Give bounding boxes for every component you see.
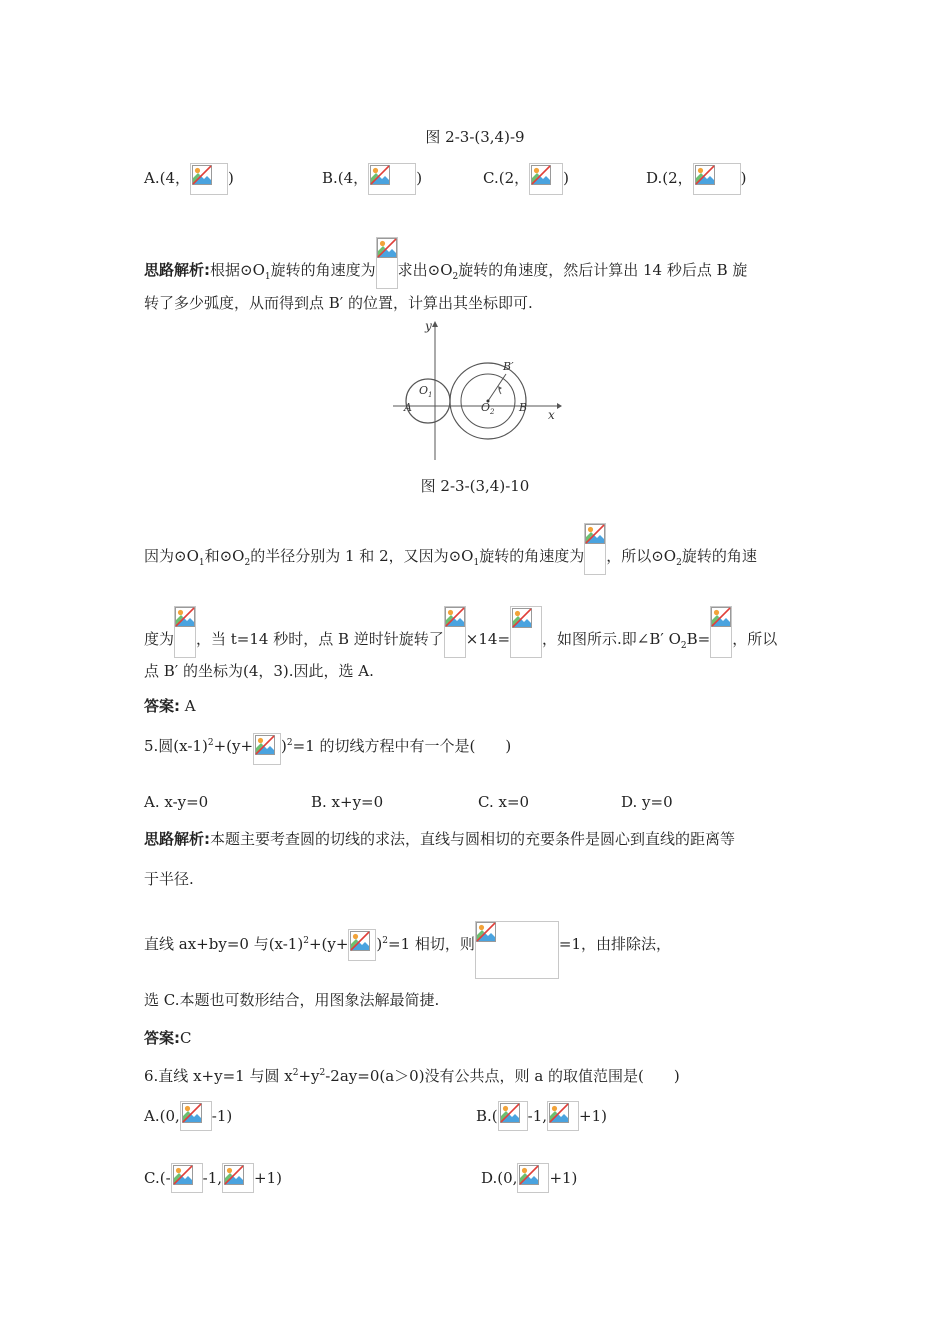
text: +1): [549, 1169, 578, 1187]
text: B.(: [476, 1107, 498, 1125]
superscript: 2: [319, 1068, 326, 1078]
text: 和⊙O: [204, 547, 245, 565]
text: ，当 t=14 秒时，点 B 逆时针旋转了: [196, 630, 444, 648]
text: 6.直线 x+y=1 与圆 x: [144, 1067, 293, 1085]
text: 直线 ax+by=0 与(x-1): [144, 935, 304, 953]
analysis-label: 思路解析:: [144, 261, 210, 279]
q4-option-c: [483, 163, 569, 195]
text: =1 的切线方程中有一个是( ): [292, 737, 512, 755]
answer-1: [144, 696, 196, 716]
text: +(y+: [308, 935, 349, 953]
o1-label: $O_1$: [419, 384, 433, 399]
text: D.(0,: [481, 1169, 518, 1187]
text: C.(-: [144, 1169, 171, 1187]
subscript: 2: [680, 641, 687, 651]
point-bprime-label: B′: [503, 360, 514, 373]
text: 因为⊙O: [144, 547, 199, 565]
broken-image-icon: [517, 1163, 549, 1193]
option-text: D.(2，: [646, 169, 693, 187]
q4-option-a: [144, 163, 234, 195]
analysis-2-line-4: 选 C.本题也可数形结合，用图象法解最简捷.: [144, 991, 440, 1009]
broken-image-icon: [529, 163, 563, 195]
analysis-1-line-1: [144, 237, 747, 289]
broken-image-icon: [222, 1163, 254, 1193]
option-text: C.(2，: [483, 169, 530, 187]
broken-image-icon: [348, 929, 376, 961]
answer-2: [144, 1028, 191, 1048]
text: -1): [211, 1107, 233, 1125]
solution-line-3: 点 B′ 的坐标为(4，3).因此，选 A.: [144, 662, 374, 680]
option-text: ): [228, 169, 234, 187]
broken-image-icon: [710, 606, 732, 658]
q5-stem: [144, 733, 511, 765]
text: ，所以: [732, 630, 778, 648]
text: ，所以⊙O: [606, 547, 677, 565]
broken-image-icon: [693, 163, 741, 195]
option-text: ): [740, 169, 747, 187]
text: 度为: [144, 630, 175, 648]
q6-option-b: [476, 1101, 607, 1131]
broken-image-icon: [584, 523, 606, 575]
broken-image-icon: [190, 163, 228, 195]
broken-image-icon: [253, 733, 281, 765]
q6-option-a: [144, 1101, 232, 1131]
subscript: 2: [244, 558, 251, 568]
subscript: 2: [676, 558, 682, 568]
option-text: A.(4，: [144, 169, 190, 187]
figure-9-caption: 图 2-3-(3,4)-9: [425, 128, 525, 146]
broken-image-icon: [174, 606, 196, 658]
q5-option-c: C. x=0: [478, 793, 530, 811]
text: 根据⊙O: [210, 261, 265, 279]
rotation-arrow-icon: [498, 386, 502, 390]
text: -2ay=0(a＞0)没有公共点，则 a 的取值范围是( ): [325, 1067, 680, 1085]
q5-option-d: D. y=0: [621, 793, 673, 811]
analysis-2-line-2: 于半径.: [144, 870, 194, 888]
text: ): [376, 935, 383, 953]
text: =1 相切，则: [388, 935, 475, 953]
text: ×14=: [465, 630, 511, 648]
analysis-2-line-1: [144, 829, 735, 849]
text: -1,: [527, 1107, 548, 1125]
q5-option-a: A. x-y=0: [144, 793, 209, 811]
text: +1): [254, 1169, 282, 1187]
radius-to-bprime: [488, 374, 506, 401]
solution-line-2: [144, 606, 777, 658]
broken-image-icon: [376, 237, 398, 289]
answer-value: C: [180, 1029, 192, 1047]
subscript: 1: [473, 558, 480, 568]
q5-option-b: B. x+y=0: [311, 793, 384, 811]
y-axis-arrow-icon: [432, 321, 438, 327]
text: 旋转的角速: [681, 547, 757, 565]
q6-option-d: [481, 1163, 577, 1193]
text: +1): [579, 1107, 608, 1125]
q6-option-c: [144, 1163, 282, 1193]
text: 的半径分别为 1 和 2，又因为⊙O: [250, 547, 474, 565]
point-a-label: A: [404, 401, 412, 414]
text: 旋转的角速度为: [270, 261, 376, 279]
y-axis-label: y: [425, 319, 432, 333]
superscript: 2: [292, 1068, 299, 1078]
broken-image-icon: [498, 1101, 528, 1131]
broken-image-icon: [475, 921, 559, 979]
broken-image-icon: [510, 606, 542, 658]
two-circles-diagram: [385, 318, 565, 463]
text: ，如图所示.即∠B′ O: [542, 630, 681, 648]
superscript: 2: [382, 936, 389, 946]
figure-10-caption: 图 2-3-(3,4)-10: [420, 477, 530, 495]
text: 5.圆(x-1): [144, 737, 208, 755]
broken-image-icon: [547, 1101, 579, 1131]
broken-image-icon: [444, 606, 466, 658]
text: +y: [298, 1067, 320, 1085]
subscript: 1: [198, 558, 205, 568]
answer-value: A: [180, 697, 196, 715]
option-text: ): [563, 169, 569, 187]
subscript: 2: [452, 272, 459, 282]
q4-option-b: [322, 163, 422, 195]
option-text: ): [416, 169, 423, 187]
text: B=: [686, 630, 711, 648]
subscript: 1: [264, 272, 271, 282]
x-axis-arrow-icon: [557, 403, 562, 409]
answer-label: 答案:: [144, 697, 180, 715]
text: 旋转的角速度，然后计算出 14 秒后点 B 旋: [458, 261, 748, 279]
text: -1,: [202, 1169, 223, 1187]
text: +(y+: [213, 737, 254, 755]
broken-image-icon: [368, 163, 416, 195]
text: 本题主要考查圆的切线的求法，直线与圆相切的充要条件是圆心到直线的距离等: [210, 830, 736, 848]
q4-option-d: [646, 163, 747, 195]
option-text: B.(4，: [322, 169, 369, 187]
answer-label: 答案:: [144, 1029, 180, 1047]
superscript: 2: [303, 936, 309, 946]
text: ): [281, 737, 287, 755]
broken-image-icon: [180, 1101, 212, 1131]
superscript: 2: [286, 738, 293, 748]
text: 求出⊙O: [397, 261, 453, 279]
o2-label: $O_2$: [481, 401, 495, 416]
solution-line-1: [144, 523, 757, 575]
analysis-label: 思路解析:: [144, 830, 210, 848]
q6-stem: [144, 1063, 680, 1086]
analysis-1-line-2: 转了多少弧度，从而得到点 B′ 的位置，计算出其坐标即可.: [144, 294, 533, 312]
point-b-label: B: [519, 401, 528, 414]
superscript: 2: [207, 738, 214, 748]
text: A.(0,: [144, 1107, 180, 1125]
text: =1，由排除法，: [558, 935, 672, 953]
broken-image-icon: [171, 1163, 203, 1193]
x-axis-label: x: [548, 408, 555, 422]
text: 旋转的角速度为: [479, 547, 585, 565]
analysis-2-line-3: [144, 921, 671, 979]
